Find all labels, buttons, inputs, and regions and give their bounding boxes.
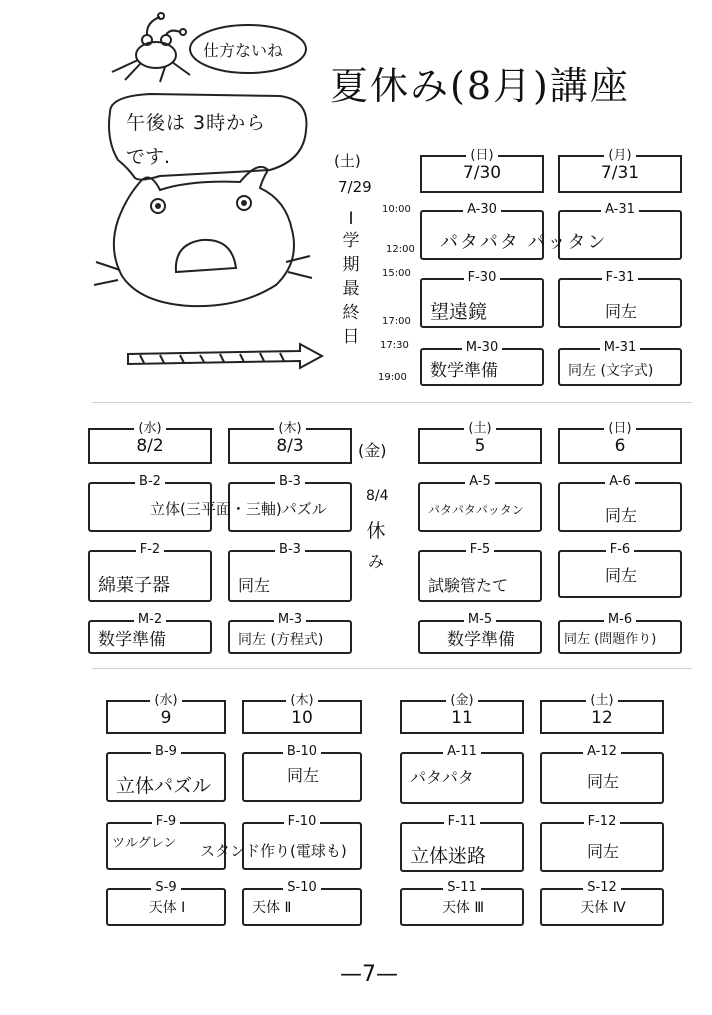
time-label: 10:00 [382, 204, 411, 215]
course-box-m2 [88, 612, 212, 654]
large-bubble-line2: です. [126, 146, 171, 168]
day-weekday: (月) [604, 148, 635, 163]
course-code: F-9 [152, 814, 180, 829]
time-label: 19:00 [378, 372, 407, 383]
sat-729-note-4: 終 [342, 303, 360, 323]
day-date: 8/2 [136, 436, 164, 456]
course-box-f12 [540, 814, 664, 872]
last-day-arrow [128, 344, 322, 368]
day-weekday: (土) [586, 693, 617, 708]
day-date: 8/3 [276, 436, 304, 456]
day-weekday: (水) [134, 421, 165, 436]
course-box-s9 [106, 880, 226, 926]
page-title: 夏休み(8月)講座 [330, 64, 630, 108]
course-code: S-11 [443, 880, 481, 895]
sat-729-note-5: 日 [342, 327, 360, 347]
course-code: A-31 [601, 202, 639, 217]
course-title: 同左 [604, 302, 637, 321]
course-box-f11 [400, 814, 524, 872]
course-title: 数学準備 [447, 630, 515, 650]
course-code: B-3 [275, 542, 305, 557]
day-weekday: (金) [446, 693, 477, 708]
sat-729-note-3: 最 [342, 279, 360, 299]
course-code: S-9 [151, 880, 180, 895]
course-code: B-9 [151, 744, 181, 759]
sat-729-date: 7/29 [338, 178, 372, 196]
week2-span-text: 立体(三平面・三軸)パズル [150, 500, 327, 518]
course-code: F-6 [606, 542, 634, 557]
course-title: 同左 (文字式) [568, 363, 654, 379]
course-title: 天体 Ⅲ [441, 900, 485, 916]
sat-729-note-1: 学 [342, 231, 360, 251]
course-title: 同左 [604, 506, 637, 525]
time-label: 17:00 [382, 316, 411, 327]
day-header-0810 [242, 693, 362, 734]
course-title: パタパタパッタン [428, 503, 524, 517]
day-date: 6 [614, 436, 626, 456]
sat-729-note-0: Ⅰ [348, 209, 354, 229]
course-title: ツルグレン [112, 836, 177, 851]
course-code: F-31 [602, 270, 639, 285]
day-date: 12 [591, 708, 613, 728]
course-title: 立体パズル [116, 776, 212, 796]
course-code: M-5 [464, 612, 496, 627]
course-code: M-6 [604, 612, 636, 627]
time-label: 17:30 [380, 340, 409, 351]
course-code: M-31 [600, 340, 640, 355]
section-divider [92, 668, 692, 669]
day-header-0803 [228, 421, 352, 464]
course-code: A-30 [463, 202, 501, 217]
day-date: 9 [160, 708, 172, 728]
course-title: 試験管たて [428, 576, 509, 595]
day-header-0730 [420, 148, 544, 193]
course-box-a11 [400, 744, 524, 804]
course-box-f6 [558, 542, 682, 598]
sat-729-note-2: 期 [342, 255, 360, 275]
course-code: M-3 [274, 612, 306, 627]
course-box-f2 [88, 542, 212, 602]
course-title: 数学準備 [98, 630, 166, 650]
day-weekday: (木) [274, 421, 305, 436]
day-date: 7/30 [462, 163, 502, 183]
day-weekday: (木) [286, 693, 317, 708]
course-title: 天体 Ⅱ [252, 900, 292, 916]
course-code: B-3 [275, 474, 305, 489]
day-date: 11 [451, 708, 473, 728]
course-code: A-12 [583, 744, 621, 759]
course-title: 同左 (問題作り) [564, 632, 657, 647]
course-title: 数学準備 [430, 361, 498, 381]
course-title: 立体迷路 [410, 846, 487, 866]
friday-weekday: (金) [358, 441, 387, 460]
course-title: 同左 [286, 766, 319, 785]
course-code: F-11 [444, 814, 481, 829]
day-header-0809 [106, 693, 226, 734]
course-title: 同左 [604, 566, 637, 585]
day-weekday: (日) [466, 148, 497, 163]
course-box-f31 [558, 270, 682, 328]
small-bubble-text: 仕方ないね [203, 41, 284, 60]
course-box-s12 [540, 880, 664, 926]
day-header-0812 [540, 693, 664, 734]
page-number: —7— [340, 962, 398, 987]
course-code: F-30 [464, 270, 501, 285]
course-title: 同左 [238, 576, 271, 595]
course-code: A-11 [443, 744, 481, 759]
course-box-m31 [558, 340, 682, 386]
course-title: 望遠鏡 [430, 302, 488, 322]
course-code: F-2 [136, 542, 164, 557]
friday-note-1: み [367, 552, 384, 571]
day-header-0811 [400, 693, 524, 734]
course-code: F-10 [284, 814, 321, 829]
course-title: 天体 Ⅳ [580, 900, 626, 916]
course-code: F-5 [466, 542, 494, 557]
section-divider [92, 402, 692, 403]
course-box-s10 [242, 880, 362, 926]
friday-note-0: 休 [366, 520, 386, 542]
course-title: 綿菓子器 [98, 576, 170, 596]
course-code: B-10 [283, 744, 321, 759]
course-code: M-30 [462, 340, 502, 355]
sat-729-weekday: (土) [334, 152, 361, 170]
course-box-a6 [558, 474, 682, 532]
course-title: 同左 [586, 772, 619, 791]
course-code: F-12 [584, 814, 621, 829]
f10-span-text: スタンド作り(電球も) [200, 842, 347, 860]
course-code: A-6 [605, 474, 635, 489]
course-code: S-12 [583, 880, 621, 895]
course-box-m5 [418, 612, 542, 654]
course-box-m3 [228, 612, 352, 654]
day-weekday: (日) [604, 421, 635, 436]
course-box-b3b [228, 542, 352, 602]
friday-date: 8/4 [366, 488, 389, 504]
day-date: 7/31 [600, 163, 640, 183]
day-date: 10 [291, 708, 313, 728]
course-box-f30 [420, 270, 544, 328]
day-header-0731 [558, 148, 682, 193]
day-weekday: (水) [150, 693, 181, 708]
course-box-a12 [540, 744, 664, 804]
course-box-s11 [400, 880, 524, 926]
time-label: 12:00 [386, 244, 415, 255]
course-title: 同左 [586, 842, 619, 861]
course-title: 天体 Ⅰ [148, 900, 186, 916]
animal-face-doodle [94, 167, 312, 306]
day-header-0802 [88, 421, 212, 464]
course-box-m30 [420, 340, 544, 386]
large-bubble-line1: 午後は 3時から [126, 112, 267, 134]
day-header-0805 [418, 421, 542, 464]
course-code: M-2 [134, 612, 166, 627]
course-box-b9 [106, 744, 226, 802]
course-code: B-2 [135, 474, 165, 489]
day-date: 5 [474, 436, 486, 456]
course-box-f5 [418, 542, 542, 602]
course-code: A-5 [465, 474, 495, 489]
course-box-m6 [558, 612, 682, 654]
course-title: パタパタ [410, 768, 474, 787]
day-header-0806 [558, 421, 682, 464]
course-title: 同左 (方程式) [238, 632, 324, 648]
week1-span-text: パタパタ パッタン [440, 232, 608, 253]
time-label: 15:00 [382, 268, 411, 279]
course-box-b10 [242, 744, 362, 802]
course-box-a5 [418, 474, 542, 532]
bug-doodle [112, 13, 190, 82]
course-code: S-10 [283, 880, 321, 895]
day-weekday: (土) [464, 421, 495, 436]
